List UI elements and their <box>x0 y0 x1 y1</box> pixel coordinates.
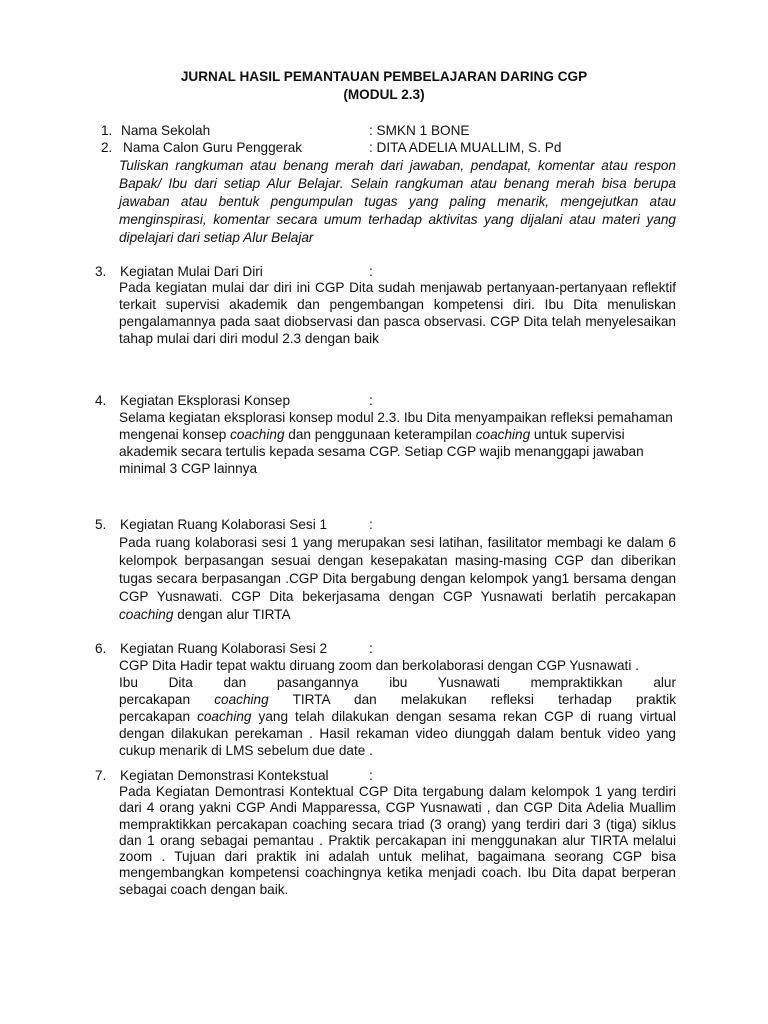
section-line: percakapan coaching yang telah dilakukan dengan sesama rekan CGP di ruang virtual <box>119 709 676 724</box>
section-body-4 <box>119 409 684 477</box>
emphasis-coaching: coaching <box>230 427 285 442</box>
item-label: Nama Sekolah <box>121 123 211 138</box>
section-body-6 <box>119 657 676 759</box>
section-line: CGP Dita Hadir tepat waktu diruang zoom dan berkolaborasi dengan CGP Yusnawati . <box>119 658 639 673</box>
item-label: Nama Calon Guru Penggerak <box>123 140 303 155</box>
section-line: cukup menarik di LMS sebelum due date . <box>119 743 373 758</box>
section-body-7 <box>119 784 676 898</box>
item-value: : SMKN 1 BONE <box>369 123 470 138</box>
section-title: Kegiatan Ruang Kolaborasi Sesi 1 <box>120 517 328 532</box>
section-number: 4. <box>95 393 107 408</box>
section-number: 7. <box>95 768 107 783</box>
emphasis-coaching: coaching <box>214 692 269 707</box>
section-line: percakapan coaching TIRTA dan melakukan refleksi terhadap praktik <box>119 692 676 707</box>
section-body-3 <box>119 279 676 347</box>
section-title: Kegiatan Demonstrasi Kontekstual <box>120 768 329 783</box>
section-title: Kegiatan Ruang Kolaborasi Sesi 2 <box>120 641 328 656</box>
emphasis-coaching: coaching <box>197 709 252 724</box>
item-number: 2. <box>101 140 113 155</box>
section-line: Ibu Dita dan pasangannya ibu Yusnawati mempraktikkan alur <box>119 675 676 690</box>
section-number: 3. <box>95 264 107 279</box>
section-colon: : <box>369 641 373 656</box>
section-title: Kegiatan Eksplorasi Konsep <box>120 393 291 408</box>
document-title: JURNAL HASIL PEMANTAUAN PEMBELAJARAN DARING CGP <box>180 69 588 84</box>
section-colon: : <box>369 393 373 408</box>
section-line: dengan dilakukan perekaman . Hasil rekaman video diunggah dalam bentuk video yang <box>119 726 676 741</box>
section-text: Selama kegiatan eksplorasi konsep modul 2.3. Ibu Dita menyampaikan refleksi pemahaman mengenai konsep coaching dan penggunaan keterampilan coaching untuk supervisi akademik secara tertulis kepada sesama CGP. Setiap CGP wajib menanggapi jawaban minimal 3 CGP lainnya <box>119 410 673 476</box>
instruction-text: Tuliskan rangkuman atau benang merah dari jawaban, pendapat, komentar atau respon Bapak/ Ibu dari setiap Alur Belajar. Selain rangkuman atau benang merah bisa berupa jawaban atau bentuk pengumpulan tugas yang paling menarik, mengejutkan atau menginspirasi, komentar secara umum terhadap aktivitas yang dijalani atau materi yang dipelajari dari setiap Alur Belajar <box>119 158 676 245</box>
section-colon: : <box>369 517 373 532</box>
item-number: 1. <box>101 123 113 138</box>
instruction-paragraph <box>119 157 676 247</box>
section-colon: : <box>369 264 373 279</box>
emphasis-coaching: coaching <box>475 427 531 442</box>
item-value: : DITA ADELIA MUALLIM, S. Pd <box>369 140 562 155</box>
section-number: 6. <box>95 641 107 656</box>
section-title: Kegiatan Mulai Dari Diri <box>120 264 263 279</box>
section-number: 5. <box>95 517 107 532</box>
section-colon: : <box>369 768 373 783</box>
section-body-5 <box>119 534 676 624</box>
section-text: Pada ruang kolaborasi sesi 1 yang merupakan sesi latihan, fasilitator membagi ke dalam 6 kelompok berpasangan sesuai dengan kesepakatan masing-masing CGP dan diberikan tugas secara berpasangan .CGP Dita bergabung dengan kelompok yang1 bersama dengan CGP Yusnawati. CGP Dita bekerjasama dengan CGP Yusnawati berlatih percakapan coaching dengan alur TIRTA <box>119 535 676 622</box>
emphasis-coaching: coaching <box>119 607 174 622</box>
section-text: Pada kegiatan mulai dar diri ini CGP Dita sudah menjawab pertanyaan-pertanyaan reflektif terkait supervisi akademik dan pengembangan kompetensi diri. Ibu Dita menuliskan pengalamannya pada saat diobservasi dan pasca observasi. CGP Dita telah menyelesaikan tahap mulai dari diri modul 2.3 dengan baik <box>119 280 676 346</box>
document-subtitle: (MODUL 2.3) <box>343 87 425 102</box>
section-text: Pada Kegiatan Demontrasi Kontektual CGP Dita tergabung dalam kelompok 1 yang terdiri dari 4 orang yakni CGP Andi Mapparessa, CGP Yusnawati , dan CGP Dita Adelia Muallim mempraktikkan percakapan coaching secara triad (3 orang) yang terdiri dari 3 (tiga) siklus dan 1 orang sebagai pemantau . Praktik percakapan ini menggunakan alur TIRTA melalui zoom . Tujuan dari praktik ini adalah untuk melihat, bagaimana seorang CGP bisa mengembangkan kompetensi coachingnya ketika menjadi coach. Ibu Dita dapat berperan sebagai coach dengan baik. <box>119 784 676 897</box>
